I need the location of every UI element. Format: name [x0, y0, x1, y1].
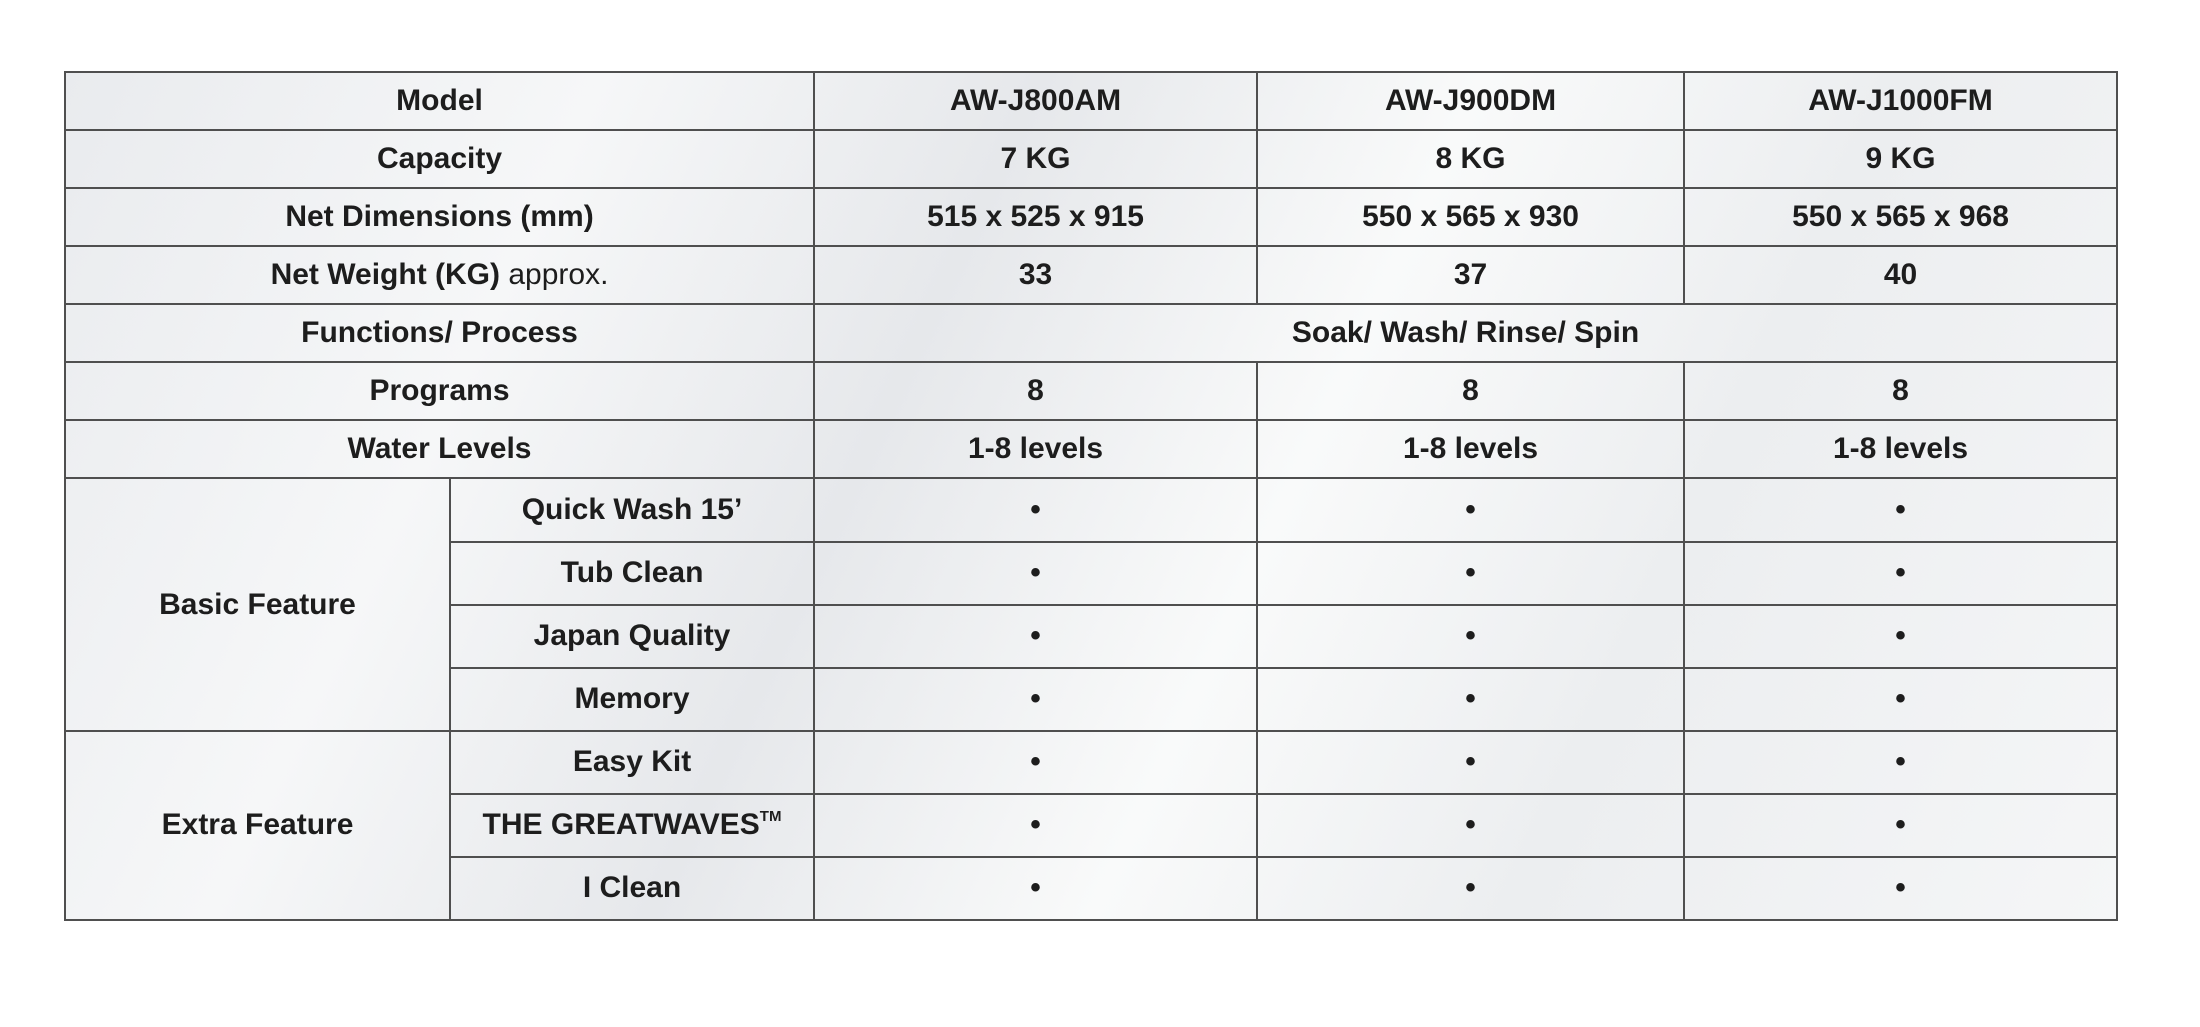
row-functions — [65, 304, 2117, 362]
model-cell: AW-J800AM — [814, 72, 1257, 130]
label-capacity: Capacity — [65, 130, 814, 188]
water-levels-cell: 1-8 levels — [1684, 420, 2117, 478]
functions-cell: Soak/ Wash/ Rinse/ Spin — [814, 304, 2117, 362]
capacity-cell: 7 KG — [814, 130, 1257, 188]
label-programs: Programs — [65, 362, 814, 420]
row-capacity — [65, 130, 2117, 188]
water-levels-cell: 1-8 levels — [1257, 420, 1684, 478]
bullet-mark: • — [814, 731, 1257, 794]
feature-name: Memory — [450, 668, 814, 731]
weight-cell: 37 — [1257, 246, 1684, 304]
row-net-dimensions — [65, 188, 2117, 246]
row-net-weight — [65, 246, 2117, 304]
bullet-mark: • — [1257, 542, 1684, 605]
label-water-levels: Water Levels — [65, 420, 814, 478]
water-levels-cell: 1-8 levels — [814, 420, 1257, 478]
spec-table — [64, 71, 2118, 921]
row-water-levels — [65, 420, 2117, 478]
capacity-cell: 9 KG — [1684, 130, 2117, 188]
feature-name-greatwaves — [450, 794, 814, 857]
weight-cell: 40 — [1684, 246, 2117, 304]
dimensions-cell: 550 x 565 x 930 — [1257, 188, 1684, 246]
label-net-weight-main: Net Weight (KG) — [270, 258, 501, 292]
feature-name: Tub Clean — [450, 542, 814, 605]
bullet-mark: • — [1257, 857, 1684, 920]
bullet-mark: • — [1684, 605, 2117, 668]
bullet-mark: • — [1684, 668, 2117, 731]
label-net-dimensions: Net Dimensions (mm) — [65, 188, 814, 246]
dimensions-cell: 515 x 525 x 915 — [814, 188, 1257, 246]
bullet-mark: • — [1684, 731, 2117, 794]
feature-row — [65, 478, 2117, 541]
bullet-mark: • — [814, 605, 1257, 668]
model-cell: AW-J1000FM — [1684, 72, 2117, 130]
weight-cell: 33 — [814, 246, 1257, 304]
bullet-mark: • — [814, 542, 1257, 605]
capacity-cell: 8 KG — [1257, 130, 1684, 188]
bullet-mark: • — [814, 794, 1257, 857]
bullet-mark: • — [1684, 857, 2117, 920]
feature-name: Easy Kit — [450, 731, 814, 794]
label-model: Model — [65, 72, 814, 130]
bullet-mark: • — [814, 668, 1257, 731]
bullet-mark: • — [1257, 668, 1684, 731]
feature-name: I Clean — [450, 857, 814, 920]
programs-cell: 8 — [1257, 362, 1684, 420]
feature-name: Japan Quality — [450, 605, 814, 668]
bullet-mark: • — [1257, 731, 1684, 794]
label-net-weight — [65, 246, 814, 304]
feature-name: Quick Wash 15’ — [450, 478, 814, 541]
bullet-mark: • — [1257, 794, 1684, 857]
dimensions-cell: 550 x 565 x 968 — [1684, 188, 2117, 246]
bullet-mark: • — [1684, 478, 2117, 541]
basic-feature-label: Basic Feature — [65, 478, 450, 730]
extra-feature-label: Extra Feature — [65, 731, 450, 920]
model-cell: AW-J900DM — [1257, 72, 1684, 130]
bullet-mark: • — [814, 857, 1257, 920]
bullet-mark: • — [1257, 605, 1684, 668]
trademark-mark: TM — [759, 808, 782, 826]
programs-cell: 8 — [1684, 362, 2117, 420]
row-model — [65, 72, 2117, 130]
label-functions: Functions/ Process — [65, 304, 814, 362]
row-programs — [65, 362, 2117, 420]
bullet-mark: • — [814, 478, 1257, 541]
feature-row — [65, 731, 2117, 794]
feature-name: THE GREATWAVES — [482, 808, 760, 842]
bullet-mark: • — [1684, 794, 2117, 857]
label-net-weight-approx: approx. — [500, 258, 609, 292]
programs-cell: 8 — [814, 362, 1257, 420]
bullet-mark: • — [1684, 542, 2117, 605]
bullet-mark: • — [1257, 478, 1684, 541]
